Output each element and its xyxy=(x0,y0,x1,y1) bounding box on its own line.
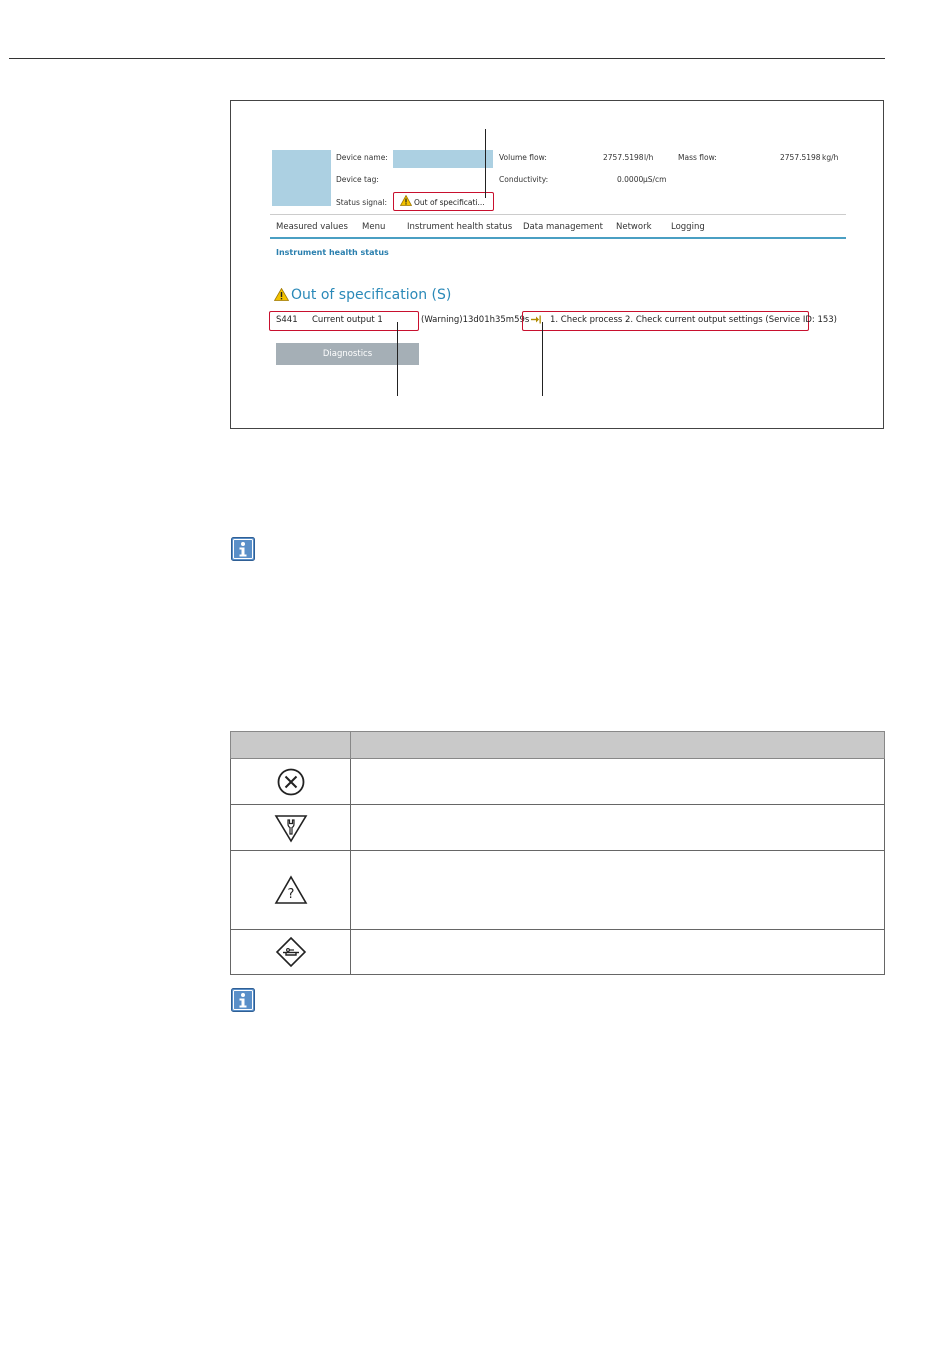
status-signal-value: Out of specificati... xyxy=(414,198,485,207)
conductivity-label: Conductivity: xyxy=(499,175,549,184)
diagnostic-remedy: 1. Check process 2. Check current output settings (Service ID: 153) xyxy=(550,315,837,325)
info-icon xyxy=(231,537,255,561)
breadcrumb[interactable]: Instrument health status xyxy=(276,248,389,257)
diagnostic-name: Current output 1 xyxy=(312,315,383,325)
info-icon xyxy=(231,988,255,1012)
warning-triangle-icon xyxy=(400,195,412,206)
conductivity-unit: µS/cm xyxy=(643,175,667,184)
out-of-specification-question-triangle-icon xyxy=(274,875,308,905)
mass-flow-unit: kg/h xyxy=(822,153,839,162)
remedy-arrow-icon[interactable] xyxy=(530,314,542,325)
table-cell-text xyxy=(351,805,885,851)
table-header-meaning xyxy=(351,732,885,759)
device-tag-label: Device tag: xyxy=(336,175,379,184)
status-title: Out of specification (S) xyxy=(291,287,452,303)
diagnostic-timestamp: (Warning)13d01h35m59s xyxy=(421,315,530,325)
volume-flow-label: Volume flow: xyxy=(499,153,547,162)
function-check-diamond-icon xyxy=(275,936,307,968)
nav-measured-values[interactable]: Measured values xyxy=(276,222,348,232)
failure-circle-x-icon xyxy=(276,767,306,797)
table-row xyxy=(231,851,885,930)
diagnostic-code: S441 xyxy=(276,315,298,325)
device-name-label: Device name: xyxy=(336,153,388,162)
nav-data-management[interactable]: Data management xyxy=(523,222,603,232)
callout-line-status-signal xyxy=(485,129,486,198)
callout-line-diagnostic-event xyxy=(397,322,398,396)
diagnostics-button[interactable]: Diagnostics xyxy=(276,343,419,365)
callout-line-remedy xyxy=(542,322,543,396)
svg-text:?: ? xyxy=(287,887,294,902)
table-cell-text xyxy=(351,930,885,975)
table-row xyxy=(231,759,885,805)
table-row xyxy=(231,930,885,975)
table-row xyxy=(231,805,885,851)
diagnostic-behavior-table xyxy=(230,731,885,975)
warning-triangle-icon xyxy=(274,288,289,301)
page-top-rule xyxy=(9,58,885,59)
table-header-symbol xyxy=(231,732,351,759)
nav-bottom-rule xyxy=(270,237,846,239)
conductivity-value: 0.0000 xyxy=(617,175,644,184)
nav-top-rule xyxy=(270,214,846,215)
mass-flow-value: 2757.5198 xyxy=(780,153,821,162)
table-cell-text xyxy=(351,851,885,930)
mass-flow-label: Mass flow: xyxy=(678,153,717,162)
maintenance-wrench-triangle-icon xyxy=(274,813,308,843)
nav-menu[interactable]: Menu xyxy=(362,222,386,232)
nav-network[interactable]: Network xyxy=(616,222,652,232)
device-logo-placeholder xyxy=(272,150,331,206)
status-signal-label: Status signal: xyxy=(336,198,387,207)
nav-instrument-health-status[interactable]: Instrument health status xyxy=(407,222,513,232)
device-name-value-box xyxy=(393,150,493,168)
volume-flow-unit: l/h xyxy=(644,153,654,162)
table-cell-text xyxy=(351,759,885,805)
nav-logging[interactable]: Logging xyxy=(671,222,705,232)
volume-flow-value: 2757.5198 xyxy=(603,153,644,162)
